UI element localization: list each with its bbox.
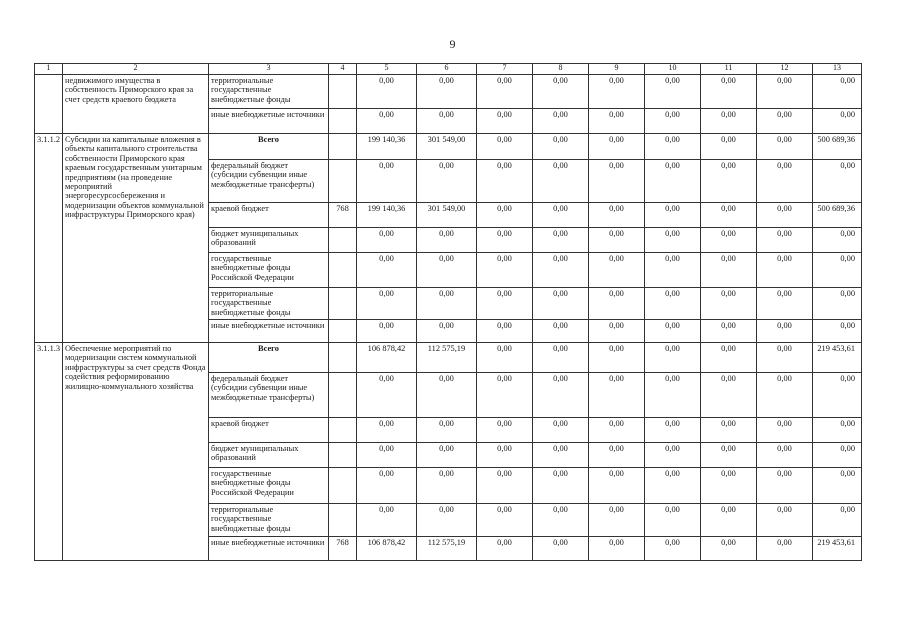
value-cell: 106 878,42 <box>357 537 417 561</box>
budget-table <box>34 63 862 561</box>
value-cell: 0,00 <box>533 373 589 418</box>
value-cell: 0,00 <box>813 468 862 504</box>
value-cell: 0,00 <box>701 75 757 109</box>
value-cell: 0,00 <box>645 373 701 418</box>
value-cell: 0,00 <box>533 109 589 134</box>
value-cell: 0,00 <box>533 504 589 537</box>
value-cell: 0,00 <box>533 160 589 203</box>
code-cell <box>329 134 357 160</box>
value-cell: 0,00 <box>357 320 417 343</box>
code-cell <box>329 228 357 253</box>
value-cell: 0,00 <box>589 288 645 320</box>
header-row <box>35 64 862 75</box>
value-cell: 0,00 <box>533 418 589 443</box>
value-cell: 0,00 <box>477 134 533 160</box>
code-cell <box>329 75 357 109</box>
value-cell: 0,00 <box>645 75 701 109</box>
value-cell: 0,00 <box>645 537 701 561</box>
funding-source-cell: территориальные государственные внебюджетные фонды <box>209 75 329 109</box>
item-number-cell <box>35 75 63 134</box>
value-cell: 0,00 <box>417 75 477 109</box>
value-cell: 0,00 <box>357 504 417 537</box>
table-row <box>35 343 862 373</box>
value-cell: 0,00 <box>589 418 645 443</box>
value-cell: 0,00 <box>701 160 757 203</box>
value-cell: 0,00 <box>417 288 477 320</box>
value-cell: 0,00 <box>357 288 417 320</box>
code-cell <box>329 320 357 343</box>
value-cell: 219 453,61 <box>813 343 862 373</box>
table-row <box>35 75 862 109</box>
value-cell: 0,00 <box>533 320 589 343</box>
value-cell: 106 878,42 <box>357 343 417 373</box>
item-name-cell: Обеспечение мероприятий по модернизации систем коммунальной инфраструктуры за счет средств Фонда содействия реформированию жилищно-коммунального хозяйства <box>63 343 209 561</box>
value-cell: 0,00 <box>357 160 417 203</box>
value-cell: 0,00 <box>477 160 533 203</box>
value-cell: 0,00 <box>477 537 533 561</box>
value-cell: 0,00 <box>477 443 533 468</box>
column-header: 11 <box>701 64 757 75</box>
column-header: 1 <box>35 64 63 75</box>
value-cell: 0,00 <box>417 373 477 418</box>
value-cell: 301 549,00 <box>417 134 477 160</box>
value-cell: 0,00 <box>589 537 645 561</box>
column-header: 4 <box>329 64 357 75</box>
column-header: 5 <box>357 64 417 75</box>
code-cell <box>329 288 357 320</box>
value-cell: 0,00 <box>417 504 477 537</box>
column-header: 6 <box>417 64 477 75</box>
value-cell: 0,00 <box>589 343 645 373</box>
value-cell: 219 453,61 <box>813 537 862 561</box>
value-cell: 0,00 <box>417 443 477 468</box>
value-cell: 0,00 <box>589 253 645 288</box>
value-cell: 0,00 <box>533 134 589 160</box>
page-number: 9 <box>449 37 456 51</box>
code-cell <box>329 418 357 443</box>
value-cell: 0,00 <box>589 160 645 203</box>
value-cell: 0,00 <box>757 373 813 418</box>
column-header: 10 <box>645 64 701 75</box>
value-cell: 301 549,00 <box>417 203 477 228</box>
funding-source-cell: иные внебюджетные источники <box>209 109 329 134</box>
value-cell: 0,00 <box>533 228 589 253</box>
column-header: 9 <box>589 64 645 75</box>
value-cell: 0,00 <box>813 160 862 203</box>
value-cell: 0,00 <box>645 504 701 537</box>
value-cell: 0,00 <box>645 160 701 203</box>
value-cell: 0,00 <box>757 504 813 537</box>
value-cell: 0,00 <box>477 75 533 109</box>
value-cell: 0,00 <box>813 109 862 134</box>
value-cell: 0,00 <box>701 468 757 504</box>
value-cell: 0,00 <box>757 228 813 253</box>
value-cell: 0,00 <box>589 468 645 504</box>
column-header: 2 <box>63 64 209 75</box>
code-cell <box>329 109 357 134</box>
column-header: 8 <box>533 64 589 75</box>
value-cell: 0,00 <box>813 504 862 537</box>
value-cell: 112 575,19 <box>417 343 477 373</box>
value-cell: 0,00 <box>757 468 813 504</box>
value-cell: 0,00 <box>757 253 813 288</box>
funding-source-cell: территориальные государственные внебюджетные фонды <box>209 288 329 320</box>
value-cell: 199 140,36 <box>357 203 417 228</box>
value-cell: 0,00 <box>533 288 589 320</box>
value-cell: 0,00 <box>701 537 757 561</box>
value-cell: 0,00 <box>417 160 477 203</box>
value-cell: 0,00 <box>589 203 645 228</box>
value-cell: 0,00 <box>701 418 757 443</box>
value-cell: 0,00 <box>589 320 645 343</box>
funding-source-cell: Всего <box>209 343 329 373</box>
item-number-cell: 3.1.1.2 <box>35 134 63 343</box>
value-cell: 0,00 <box>757 134 813 160</box>
code-cell <box>329 504 357 537</box>
value-cell: 500 689,36 <box>813 134 862 160</box>
column-header: 12 <box>757 64 813 75</box>
value-cell: 0,00 <box>477 288 533 320</box>
code-cell <box>329 160 357 203</box>
value-cell: 0,00 <box>813 253 862 288</box>
value-cell: 0,00 <box>589 373 645 418</box>
value-cell: 0,00 <box>357 373 417 418</box>
funding-source-cell: Всего <box>209 134 329 160</box>
value-cell: 0,00 <box>701 343 757 373</box>
value-cell: 0,00 <box>477 109 533 134</box>
value-cell: 500 689,36 <box>813 203 862 228</box>
value-cell: 0,00 <box>477 504 533 537</box>
value-cell: 0,00 <box>701 253 757 288</box>
column-header: 3 <box>209 64 329 75</box>
value-cell: 0,00 <box>589 134 645 160</box>
value-cell: 0,00 <box>357 109 417 134</box>
value-cell: 0,00 <box>813 288 862 320</box>
value-cell: 0,00 <box>589 443 645 468</box>
value-cell: 0,00 <box>533 253 589 288</box>
value-cell: 0,00 <box>645 468 701 504</box>
value-cell: 0,00 <box>757 443 813 468</box>
value-cell: 0,00 <box>417 109 477 134</box>
value-cell: 0,00 <box>813 443 862 468</box>
value-cell: 0,00 <box>417 418 477 443</box>
code-cell <box>329 373 357 418</box>
value-cell: 0,00 <box>813 373 862 418</box>
value-cell: 0,00 <box>701 443 757 468</box>
funding-source-cell: государственные внебюджетные фонды Российской Федерации <box>209 468 329 504</box>
value-cell: 0,00 <box>417 468 477 504</box>
value-cell: 0,00 <box>477 253 533 288</box>
value-cell: 0,00 <box>813 418 862 443</box>
value-cell: 0,00 <box>813 75 862 109</box>
value-cell: 0,00 <box>589 504 645 537</box>
value-cell: 0,00 <box>417 320 477 343</box>
column-header: 13 <box>813 64 862 75</box>
code-cell <box>329 468 357 504</box>
value-cell: 0,00 <box>813 228 862 253</box>
value-cell: 0,00 <box>357 468 417 504</box>
value-cell: 0,00 <box>645 343 701 373</box>
value-cell: 0,00 <box>477 203 533 228</box>
value-cell: 0,00 <box>645 418 701 443</box>
value-cell: 0,00 <box>757 418 813 443</box>
item-name-cell: недвижимого имущества в собственность Приморского края за счет средств краевого бюджета <box>63 75 209 134</box>
funding-source-cell: территориальные государственные внебюджетные фонды <box>209 504 329 537</box>
value-cell: 0,00 <box>533 537 589 561</box>
value-cell: 0,00 <box>589 75 645 109</box>
value-cell: 0,00 <box>477 418 533 443</box>
value-cell: 0,00 <box>757 320 813 343</box>
value-cell: 0,00 <box>533 443 589 468</box>
funding-source-cell: иные внебюджетные источники <box>209 320 329 343</box>
value-cell: 0,00 <box>757 343 813 373</box>
funding-source-cell: краевой бюджет <box>209 418 329 443</box>
funding-source-cell: федеральный бюджет (субсидии субвенции иные межбюджетные трансферты) <box>209 373 329 418</box>
item-name-cell: Субсидии на капитальные вложения в объекты капитального строительства собственности Приморского края краевым государственным унитарным предприятиям (на проведение мероприятий энергоресурсосбережения и модернизации объектов коммунальной инфраструктуры Приморского края) <box>63 134 209 343</box>
table-row <box>35 134 862 160</box>
value-cell: 0,00 <box>701 203 757 228</box>
code-cell: 768 <box>329 537 357 561</box>
value-cell: 0,00 <box>357 253 417 288</box>
value-cell: 0,00 <box>701 373 757 418</box>
value-cell: 0,00 <box>589 109 645 134</box>
value-cell: 0,00 <box>477 320 533 343</box>
value-cell: 0,00 <box>357 418 417 443</box>
value-cell: 0,00 <box>533 343 589 373</box>
code-cell <box>329 343 357 373</box>
value-cell: 0,00 <box>417 228 477 253</box>
value-cell: 0,00 <box>417 253 477 288</box>
value-cell: 0,00 <box>757 75 813 109</box>
value-cell: 0,00 <box>701 228 757 253</box>
value-cell: 0,00 <box>645 253 701 288</box>
item-number-cell: 3.1.1.3 <box>35 343 63 561</box>
value-cell: 0,00 <box>533 468 589 504</box>
value-cell: 0,00 <box>701 504 757 537</box>
value-cell: 0,00 <box>645 109 701 134</box>
value-cell: 0,00 <box>533 203 589 228</box>
funding-source-cell: иные внебюджетные источники <box>209 537 329 561</box>
funding-source-cell: краевой бюджет <box>209 203 329 228</box>
funding-source-cell: бюджет муниципальных образований <box>209 443 329 468</box>
value-cell: 0,00 <box>589 228 645 253</box>
value-cell: 0,00 <box>477 373 533 418</box>
value-cell: 0,00 <box>757 203 813 228</box>
value-cell: 112 575,19 <box>417 537 477 561</box>
funding-source-cell: государственные внебюджетные фонды Российской Федерации <box>209 253 329 288</box>
value-cell: 0,00 <box>701 288 757 320</box>
value-cell: 199 140,36 <box>357 134 417 160</box>
value-cell: 0,00 <box>645 228 701 253</box>
value-cell: 0,00 <box>533 75 589 109</box>
value-cell: 0,00 <box>357 228 417 253</box>
value-cell: 0,00 <box>645 134 701 160</box>
funding-source-cell: бюджет муниципальных образований <box>209 228 329 253</box>
code-cell <box>329 253 357 288</box>
value-cell: 0,00 <box>757 537 813 561</box>
column-header: 7 <box>477 64 533 75</box>
value-cell: 0,00 <box>645 320 701 343</box>
code-cell: 768 <box>329 203 357 228</box>
value-cell: 0,00 <box>757 288 813 320</box>
value-cell: 0,00 <box>477 228 533 253</box>
value-cell: 0,00 <box>645 288 701 320</box>
value-cell: 0,00 <box>701 320 757 343</box>
value-cell: 0,00 <box>757 160 813 203</box>
value-cell: 0,00 <box>477 468 533 504</box>
value-cell: 0,00 <box>477 343 533 373</box>
funding-source-cell: федеральный бюджет (субсидии субвенции иные межбюджетные трансферты) <box>209 160 329 203</box>
value-cell: 0,00 <box>701 134 757 160</box>
value-cell: 0,00 <box>357 443 417 468</box>
code-cell <box>329 443 357 468</box>
value-cell: 0,00 <box>813 320 862 343</box>
value-cell: 0,00 <box>757 109 813 134</box>
value-cell: 0,00 <box>357 75 417 109</box>
value-cell: 0,00 <box>645 203 701 228</box>
value-cell: 0,00 <box>701 109 757 134</box>
value-cell: 0,00 <box>645 443 701 468</box>
